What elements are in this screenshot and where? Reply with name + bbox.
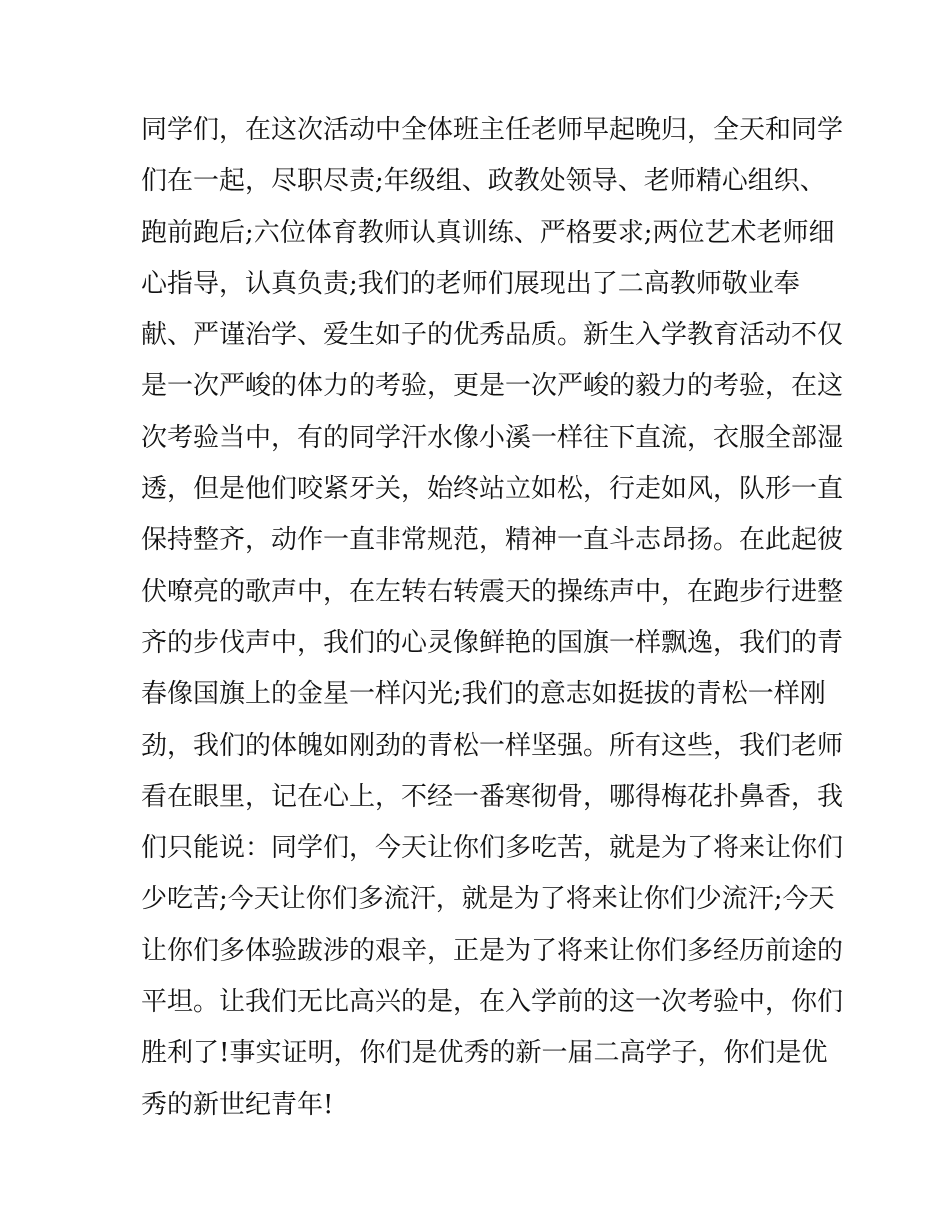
- text-line: 同学们，在这次活动中全体班主任老师早起晚归，全天和同学: [141, 115, 844, 145]
- text-line: 让你们多体验跋涉的艰辛，正是为了将来让你们多经历前途的: [141, 935, 844, 966]
- text-line: 保持整齐，动作一直非常规范，精神一直斗志昂扬。在此起彼: [141, 525, 844, 556]
- text-line: 劲，我们的体魄如刚劲的青松一样坚强。所有这些，我们老师: [141, 730, 844, 761]
- text-line: 是一次严峻的体力的考验，更是一次严峻的毅力的考验，在这: [141, 371, 844, 402]
- text-line: 透，但是他们咬紧牙关，始终站立如松，行走如风，队形一直: [141, 474, 844, 505]
- text-line: 秀的新世纪青年!: [141, 1089, 334, 1120]
- text-line: 齐的步伐声中，我们的心灵像鲜艳的国旗一样飘逸，我们的青: [141, 627, 844, 658]
- text-line: 们在一起，尽职尽责;年级组、政教处领导、老师精心组织、: [141, 166, 826, 197]
- text-line: 平坦。让我们无比高兴的是，在入学前的这一次考验中，你们: [141, 987, 844, 1018]
- text-line: 献、严谨治学、爱生如子的优秀品质。新生入学教育活动不仅: [141, 320, 844, 351]
- text-line: 次考验当中，有的同学汗水像小溪一样往下直流，衣服全部湿: [141, 422, 844, 453]
- text-line: 跑前跑后;六位体育教师认真训练、严格要求;两位艺术老师细: [141, 217, 835, 248]
- body-text: [141, 105, 844, 1131]
- text-line: 胜利了!事实证明，你们是优秀的新一届二高学子，你们是优: [141, 1038, 828, 1069]
- text-line: 心指导，认真负责;我们的老师们展现出了二高教师敬业奉: [141, 268, 800, 299]
- text-line: 春像国旗上的金星一样闪光;我们的意志如挺拔的青松一样刚: [141, 679, 826, 710]
- text-line: 少吃苦;今天让你们多流汗，就是为了将来让你们少流汗;今天: [141, 884, 835, 915]
- text-line: 看在眼里，记在心上，不经一番寒彻骨，哪得梅花扑鼻香，我: [141, 781, 844, 812]
- text-line: 伏嘹亮的歌声中，在左转右转震天的操练声中，在跑步行进整: [141, 576, 844, 607]
- text-line: 们只能说：同学们，今天让你们多吃苦，就是为了将来让你们: [141, 833, 844, 864]
